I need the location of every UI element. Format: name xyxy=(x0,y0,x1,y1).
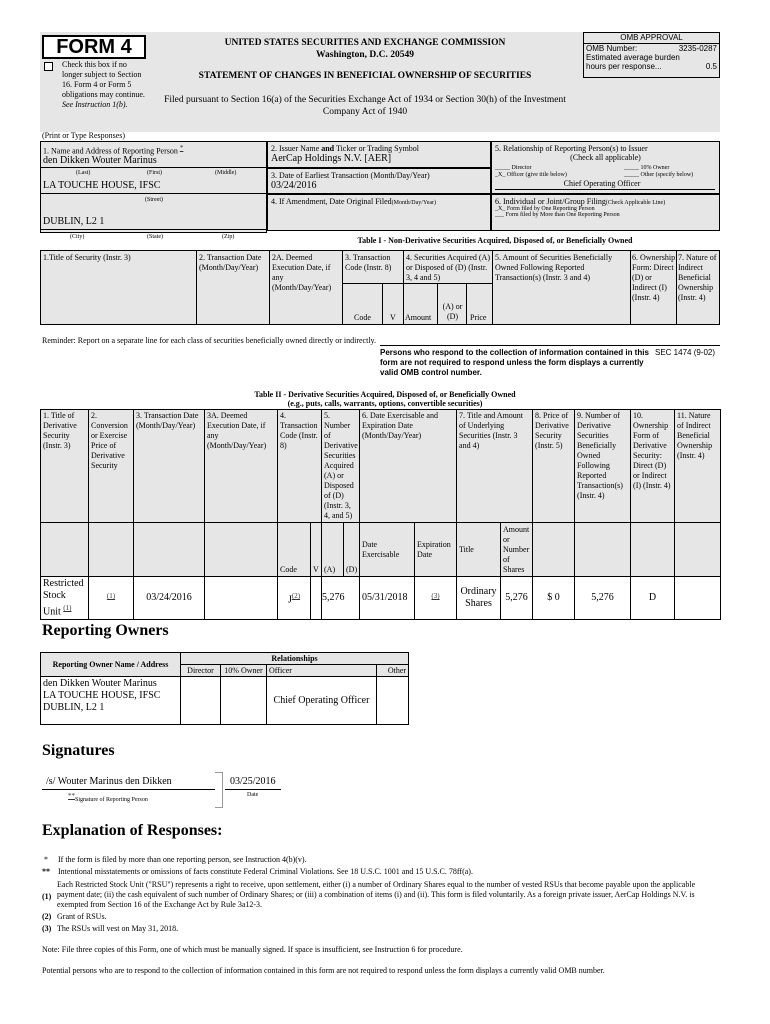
omb-burden-label: Estimated average burden xyxy=(586,53,680,62)
city-divider xyxy=(40,229,267,230)
street-divider xyxy=(40,193,267,194)
t2-row-code: $J^{(2)}$ xyxy=(278,577,311,620)
omb-hours-label: hours per response... xyxy=(586,62,662,71)
box5 xyxy=(491,141,720,194)
fn-star2: ** xyxy=(42,867,50,876)
statement-title: STATEMENT OF CHANGES IN BENEFICIAL OWNERSHIP OF SECURITIES xyxy=(198,71,532,81)
owner10-option[interactable]: _____ 10% Owner xyxy=(624,165,670,171)
t2-sub-date-ex: Date Exercisable xyxy=(360,523,415,577)
t2-row-price: $ 0 xyxy=(533,577,575,620)
fn-star1: * xyxy=(44,855,48,864)
first-label: (First) xyxy=(147,170,162,176)
t2-row-owned: 5,276 xyxy=(575,577,631,620)
signature-label: **Signature of Reporting Person xyxy=(68,792,148,803)
t1-div xyxy=(403,250,404,325)
checkbox-label: Check this box if no longer subject to Section 16. Form 4 or Form 5 obligations may continue. xyxy=(62,60,145,99)
t2-conv-footnote[interactable]: (1) xyxy=(106,592,116,600)
t2-sub-a: (A) xyxy=(322,523,344,577)
officer-option[interactable]: _X_ Officer (give title below) xyxy=(495,172,567,178)
middle-label: (Middle) xyxy=(215,170,237,176)
t1-div xyxy=(382,283,383,325)
t1-col7: 7. Nature of Indirect Beneficial Ownership (Instr. 4) xyxy=(678,253,717,302)
see-instruction: See Instruction 1(b). xyxy=(62,100,128,109)
t2-exp-footnote[interactable]: (3) xyxy=(431,592,440,600)
last-label: (Last) xyxy=(76,170,91,176)
t1-sub-v: V xyxy=(390,313,396,322)
signature-date: 03/25/2016 xyxy=(230,776,276,787)
zip-label: (Zip) xyxy=(222,234,235,240)
fn-1-text: Each Restricted Stock Unit ("RSU") represents a right to receive, upon settlement, either (i) a number of Ordinary Shares equal to the number of vested RSUs that become payable upon the applicable payment date; (ii) the cash equivalent of such number of Ordinary Shares; or (iii) a combination of items (i) and (ii). This form is filed voluntarily. As a foreign private issuer, AerCap Holdings N.V. is exempted from Section 16 of the Exchange Act by Rule 3a12-3. xyxy=(57,880,696,909)
ro-col-director: Director xyxy=(181,665,221,677)
t1-sub-divider xyxy=(342,283,492,284)
t1-div xyxy=(269,250,270,325)
earliest-transaction-date: 03/24/2016 xyxy=(271,180,317,191)
omb-hours-value: 0.5 xyxy=(705,62,717,71)
form-filed-multiple[interactable]: ___ Form filed by More than One Reporting Person xyxy=(495,212,620,218)
t2-h2: 2. Conversion or Exercise Price of Derivative Security xyxy=(89,410,134,523)
ro-line2: LA TOUCHE HOUSE, IFSC xyxy=(43,690,161,701)
box4-label: 4. If Amendment, Date Original Filed(Month/Day/Year) xyxy=(271,197,437,206)
t2-sub-d: (D) xyxy=(344,523,360,577)
t2-h3a: 3A. Deemed Execution Date, if any (Month/Day/Year) xyxy=(205,410,278,523)
t1-col2: 2. Transaction Date (Month/Day/Year) xyxy=(199,253,262,272)
table-row xyxy=(41,577,721,620)
t2-row-a: 5,276 xyxy=(322,577,360,620)
t1-div xyxy=(630,250,631,325)
issuer-name: AerCap Holdings N.V. [AER] xyxy=(271,153,392,164)
t1-div xyxy=(437,283,438,325)
table2 xyxy=(40,409,721,620)
table2-subtitle: (e.g., puts, calls, warrants, options, convertible securities) xyxy=(287,399,483,408)
fn-3: (3) xyxy=(42,924,52,933)
t2-code-footnote[interactable]: (2) xyxy=(291,592,301,600)
table-row xyxy=(41,677,409,725)
box3-label: 3. Date of Earliest Transaction (Month/Day/Year) xyxy=(271,171,430,180)
t2-h9: 9. Number of Derivative Securities Beneficially Owned Following Reported Transaction(s) (Instr. 4) xyxy=(575,410,631,523)
officer-title: Chief Operating Officer xyxy=(563,179,641,188)
t1-col1: 1.Title of Security (Instr. 3) xyxy=(43,253,131,262)
box2-label: 2. Issuer Name and Ticker or Trading Symbol xyxy=(271,144,420,153)
city-value: DUBLIN, L2 1 xyxy=(43,216,105,227)
street-value: LA TOUCHE HOUSE, IFSC xyxy=(43,180,161,191)
t2-row-title: Restricted Stock Unit $^{(1)}$ xyxy=(41,577,89,620)
t2-sub-code: Code xyxy=(278,523,311,577)
form-filed-one[interactable]: _X_ Form filed by One Reporting Person xyxy=(495,206,595,212)
t1-col5: 5. Amount of Securities Beneficially Owned Following Reported Transaction(s) (Instr. 3 and 4) xyxy=(495,253,613,282)
t2-row-date-ex: 05/31/2018 xyxy=(360,577,415,620)
reminder: Reminder: Report on a separate line for each class of securities beneficially owned directly or indirectly. xyxy=(42,336,377,345)
t2-h3: 3. Transaction Date (Month/Day/Year) xyxy=(134,410,205,523)
box5-label: 5. Relationship of Reporting Person(s) to Issuer xyxy=(495,144,648,153)
t1-div xyxy=(492,250,493,325)
box3 xyxy=(267,168,491,194)
t2-row-date: 03/24/2016 xyxy=(134,577,205,620)
agency-name: UNITED STATES SECURITIES AND EXCHANGE COMMISSION xyxy=(224,38,506,48)
filed-pursuant: Filed pursuant to Section 16(a) of the Securities Exchange Act of 1934 or Section 30(h) of the Investment Company Act of 1940 xyxy=(164,95,566,117)
omb-number-label: OMB Number: xyxy=(586,44,638,53)
persons-notice: Persons who respond to the collection of information contained in this form are not required to respond unless the form displays a currently valid OMB control number. xyxy=(380,348,649,377)
ro-col-name: Reporting Owner Name / Address xyxy=(41,653,181,677)
sec-number: SEC 1474 (9-02) xyxy=(655,348,716,357)
fn-1: (1) xyxy=(42,892,52,901)
signature-value: /s/ Wouter Marinus den Dikken xyxy=(46,776,172,787)
t2-h8: 8. Price of Derivative Security (Instr. 5) xyxy=(533,410,575,523)
print-or-type: (Print or Type Responses) xyxy=(42,131,126,140)
t1-sub-amount: Amount xyxy=(405,313,432,322)
t1-col6: 6. Ownership Form: Direct (D) or Indirect (I) (Instr. 4) xyxy=(632,253,676,302)
box4 xyxy=(267,194,491,231)
fn-2: (2) xyxy=(42,912,52,921)
box1-label xyxy=(43,144,183,156)
t2-sub-title: Title xyxy=(457,523,501,577)
sig-footnote-link[interactable]: ** xyxy=(68,792,75,800)
t2-h7: 7. Title and Amount of Underlying Securities (Instr. 3 and 4) xyxy=(457,410,533,523)
t1-col4: 4. Securities Acquired (A) or Disposed of (D) (Instr. 3, 4 and 5) xyxy=(406,253,490,282)
t1-div xyxy=(466,283,467,325)
fn-star1-text: If the form is filed by more than one reporting person, see Instruction 4(b)(v). xyxy=(58,855,307,864)
t1-div xyxy=(342,250,343,325)
box5-sub: (Check all applicable) xyxy=(570,153,641,162)
ro-line3: DUBLIN, L2 1 xyxy=(43,702,105,713)
table1-title: Table I - Non-Derivative Securities Acquired, Disposed of, or Beneficially Owned xyxy=(357,236,633,245)
table2-title: Table II - Derivative Securities Acquired, Disposed of, or Beneficially Owned xyxy=(254,390,516,399)
fn-3-text: The RSUs will vest on May 31, 2018. xyxy=(57,924,179,933)
fn-2-text: Grant of RSUs. xyxy=(57,912,107,921)
agency-city: Washington, D.C. 20549 xyxy=(316,50,414,60)
checkbox-text xyxy=(62,60,148,110)
omb-approval-box xyxy=(583,32,720,78)
name-divider xyxy=(40,167,267,168)
t2-row-form: D xyxy=(631,577,675,620)
box6 xyxy=(491,194,720,231)
t2-sub-amount: Amount or Number of Shares xyxy=(501,523,533,577)
omb-title: OMB APPROVAL xyxy=(584,33,719,44)
form-title: FORM 4 xyxy=(42,35,146,59)
date-line xyxy=(225,789,281,790)
box2 xyxy=(267,141,491,168)
t2-h4: 4. Transaction Code (Instr. 8) xyxy=(278,410,322,523)
t2-row-und-amount: 5,276 xyxy=(501,577,533,620)
box6-label: 6. Individual or Joint/Group Filing(Check Applicable Line) xyxy=(495,197,666,206)
note: Note: File three copies of this Form, one of which must be manually signed. If space is insufficient, see Instruction 6 for procedure. xyxy=(42,945,463,954)
reminder-line xyxy=(380,345,720,346)
other-option[interactable]: _____ Other (specify below) xyxy=(624,172,694,178)
t2-h6: 6. Date Exercisable and Expiration Date (Month/Day/Year) xyxy=(360,410,457,523)
box1-footnote-link[interactable]: * xyxy=(179,144,184,152)
omb-number-value: 3235-0287 xyxy=(678,44,717,53)
signatures-heading: Signatures xyxy=(42,742,115,759)
t1-sub-aord: (A) or (D) xyxy=(442,302,463,321)
t1-div xyxy=(196,250,197,325)
t2-h1: 1. Title of Derivative Security (Instr. 3) xyxy=(41,410,89,523)
ro-col-owner10: 10% Owner xyxy=(221,665,267,677)
date-label: Date xyxy=(247,792,259,798)
t2-row-und-title: Ordinary Shares xyxy=(457,577,501,620)
ro-officer-value: Chief Operating Officer xyxy=(267,677,377,725)
city-label: (City) xyxy=(70,234,85,240)
fn-star2-text: Intentional misstatements or omissions of facts constitute Federal Criminal Violations. See 18 U.S.C. 1001 and 15 U.S.C. 78ff(a). xyxy=(58,867,473,876)
t2-row-nature xyxy=(675,577,721,620)
reporting-person-name: den Dikken Wouter Marinus xyxy=(43,155,157,166)
state-label: (State) xyxy=(147,234,163,240)
ro-relationships: Relationships xyxy=(181,653,409,665)
reporting-owners-heading: Reporting Owners xyxy=(42,622,169,639)
t2-row-deemed xyxy=(205,577,278,620)
t1-div xyxy=(676,250,677,325)
director-option[interactable]: _____ Director xyxy=(495,165,532,171)
officer-title-line xyxy=(495,189,715,190)
t2-title-footnote[interactable]: (1) xyxy=(63,604,72,612)
t2-h10: 10. Ownership Form of Derivative Security: Direct (D) or Indirect (I) (Instr. 4) xyxy=(631,410,675,523)
t1-sub-code: Code xyxy=(354,313,371,322)
box1-label-text: 1. Name and Address of Reporting Person xyxy=(43,146,178,156)
t1-sub-price: Price xyxy=(470,313,487,322)
reporting-owners-table xyxy=(40,652,409,725)
explanation-heading: Explanation of Responses: xyxy=(42,822,223,839)
no-longer-subject-checkbox[interactable] xyxy=(44,62,53,71)
t2-sub-exp: Expiration Date xyxy=(415,523,457,577)
t2-h11: 11. Nature of Indirect Beneficial Ownership (Instr. 4) xyxy=(675,410,721,523)
ro-col-other: Other xyxy=(377,665,409,677)
ro-col-officer: Officer xyxy=(267,665,377,677)
t2-row-v xyxy=(311,577,322,620)
ro-line1: den Dikken Wouter Marinus xyxy=(43,678,157,689)
t2-h5: 5. Number of Derivative Securities Acquired (A) or Disposed of (D) (Instr. 3, 4, and 5) xyxy=(322,410,360,523)
potential-persons: Potential persons who are to respond to the collection of information contained in this form are not required to respond unless the form displays a currently valid OMB number. xyxy=(42,966,605,975)
t1-col3: 3. Transaction Code (Instr. 8) xyxy=(345,253,392,272)
signature-line xyxy=(42,789,215,790)
t1-col2a: 2A. Deemed Execution Date, if any (Month/Day/Year) xyxy=(272,253,332,292)
street-label: (Street) xyxy=(145,197,163,203)
signature-box xyxy=(215,772,223,808)
t2-sub-v: V xyxy=(311,523,322,577)
